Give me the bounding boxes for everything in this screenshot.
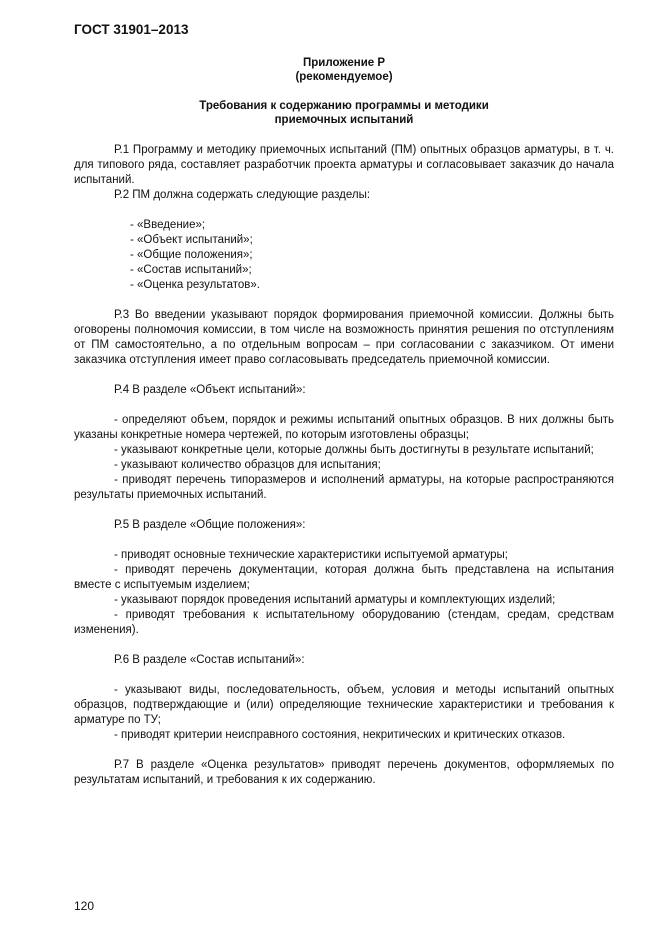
paragraph-p3: Р.3 Во введении указывают порядок формирования приемочной комиссии. Должны быть оговорены полномочия комиссии, в том числе на возможность принятия решения по отступлениям от ПМ самостоятельно, а по отдельным вопросам – при согласовании с заказчиком. От имени заказчика отступления имеет право согласовывать председатель приемочной комиссии. [74,309,614,366]
list-item: - «Оценка результатов». [130,279,260,291]
paragraph-p2: Р.2 ПМ должна содержать следующие разделы: [114,189,371,201]
list-item: - указывают конкретные цели, которые должны быть достигнуты в результате испытаний; [114,444,594,456]
list-item: - определяют объем, порядок и режимы испытаний опытных образцов. В них должны быть указаны конкретные номера чертежей, по которым изготовлены образцы; [74,414,614,441]
sections-list [74,218,614,293]
list-item: - приводят перечень типоразмеров и исполнений арматуры, на которые распространяются результаты приемочных испытаний. [74,474,614,501]
appendix-heading [74,56,614,127]
appendix-title-line2: приемочных испытаний [274,114,414,126]
paragraph-p1: Р.1 Программу и методику приемочных испытаний (ПМ) опытных образцов арматуры, в т. ч. для типового ряда, составляет разработчик проекта арматуры и согласовывает заказчик до начала испытаний. [74,144,614,186]
list-item: - указывают виды, последовательность, объем, условия и методы испытаний опытных образцов, подтверждающие и (или) определяющие технические характеристики и требования к арматуре по ТУ; [74,684,614,726]
document-body [74,143,614,788]
list-item: - приводят требования к испытательному оборудованию (стендам, средам, средствам изменения). [74,609,614,636]
list-item: - указывают количество образцов для испытания; [114,459,381,471]
list-item: - «Введение»; [130,219,206,231]
appendix-title-line1: Требования к содержанию программы и методики [199,100,489,112]
page-number: 120 [74,899,95,913]
paragraph-p7: Р.7 В разделе «Оценка результатов» приводят перечень документов, оформляемых по результатам испытаний, и требования к их содержанию. [74,759,614,786]
list-item: - приводят основные технические характеристики испытуемой арматуры; [114,549,508,561]
list-item: - указывают порядок проведения испытаний арматуры и комплектующих изделий; [114,594,556,606]
list-item: - «Общие положения»; [130,249,253,261]
list-item: - приводят перечень документации, которая должна быть представлена на испытания вместе с испытуемым изделием; [74,564,614,591]
standard-header: ГОСТ 31901–2013 [74,22,189,37]
paragraph-p4: Р.4 В разделе «Объект испытаний»: [114,384,306,396]
list-item: - приводят критерии неисправного состояния, некритических и критических отказов. [114,729,566,741]
paragraph-p5: Р.5 В разделе «Общие положения»: [114,519,306,531]
appendix-status: (рекомендуемое) [295,71,393,83]
list-item: - «Состав испытаний»; [130,264,252,276]
paragraph-p6: Р.6 В разделе «Состав испытаний»: [114,654,305,666]
appendix-label: Приложение Р [302,57,386,69]
list-item: - «Объект испытаний»; [130,234,253,246]
